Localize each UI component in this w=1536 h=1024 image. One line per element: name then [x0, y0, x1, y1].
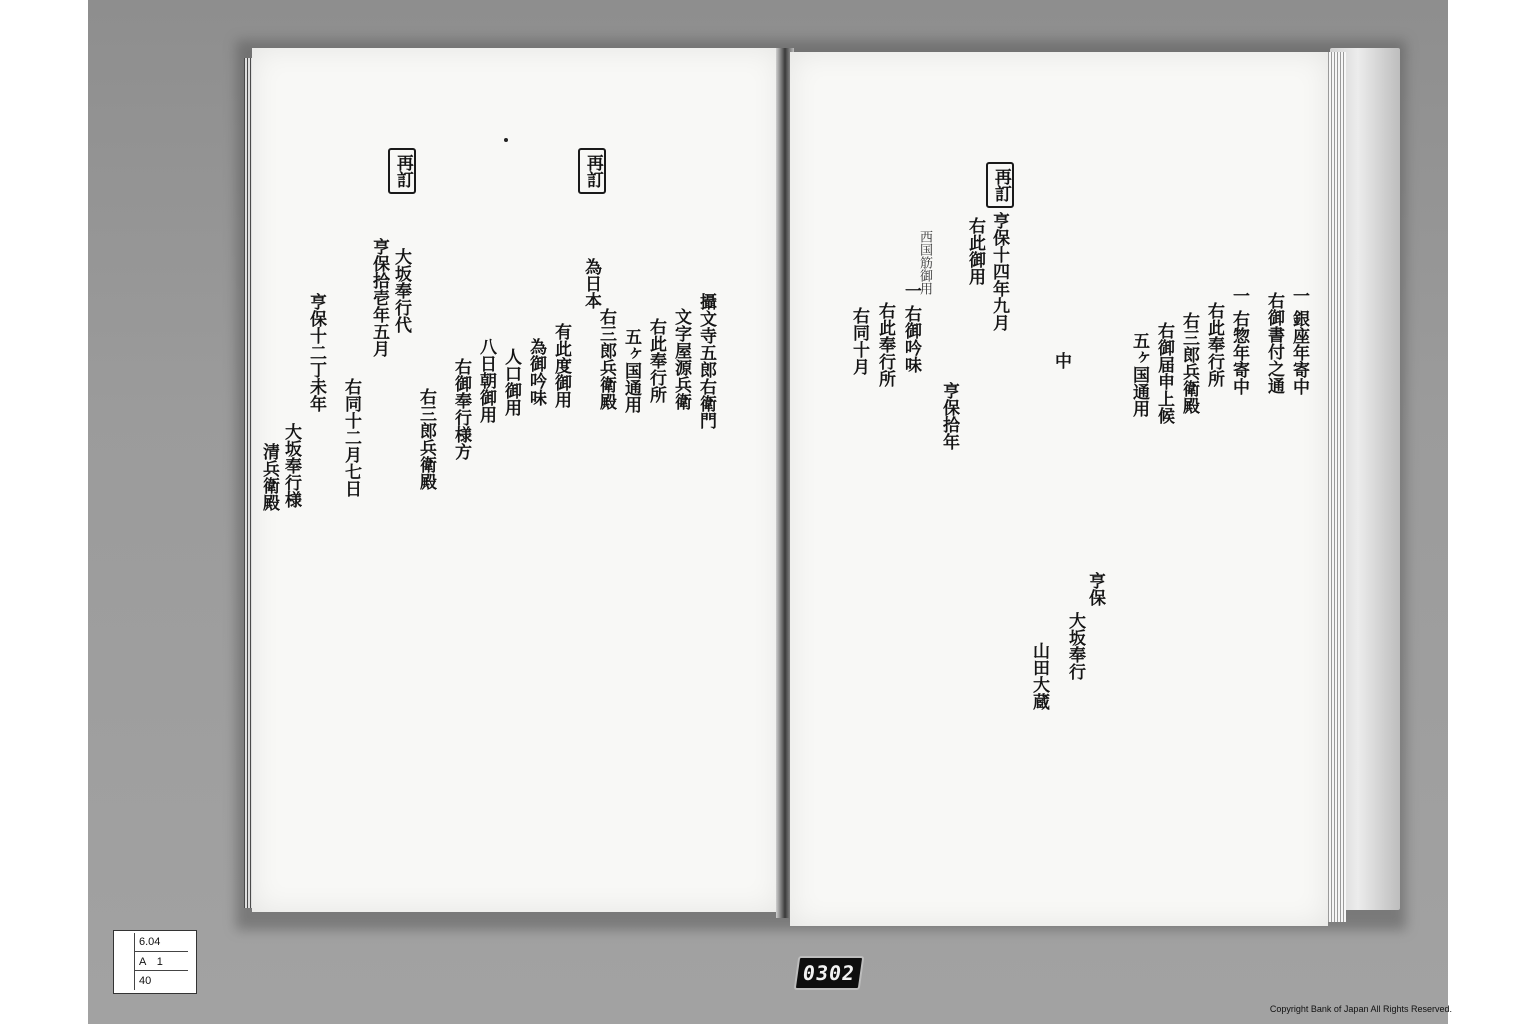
handwritten-column: 文字屋源兵衛: [671, 308, 691, 410]
archive-label-row: 6.04: [134, 933, 188, 952]
handwritten-column: 亨保拾年: [939, 382, 959, 450]
revision-stamp: 再訂: [986, 162, 1014, 208]
handwritten-column: 右御届申上候: [1154, 322, 1174, 424]
handwritten-column: 一 右御吟味: [901, 282, 921, 373]
handwritten-column: 人口御用: [501, 348, 521, 416]
handwritten-column: 右此奉行所: [646, 318, 666, 403]
handwritten-column: 大坂奉行: [1065, 612, 1085, 680]
handwritten-column: 五ヶ国通用: [621, 328, 641, 413]
revision-stamp: 再訂: [578, 148, 606, 194]
handwritten-column: 清兵衛殿: [259, 443, 279, 511]
right-page: [790, 52, 1328, 926]
handwritten-column: 大坂奉行様: [281, 423, 301, 508]
handwritten-column: 一 銀座年寄中: [1289, 287, 1309, 395]
handwritten-column: 為御吟味: [526, 338, 546, 406]
handwritten-column: 右同十二月七日: [341, 378, 361, 497]
handwritten-column: 右此御用: [965, 217, 985, 285]
archive-label-row: A 1: [134, 952, 188, 971]
handwritten-column: 山田大蔵: [1029, 642, 1049, 710]
handwritten-column: 右三郎兵衛殿: [596, 308, 616, 410]
handwritten-column: 右三郎兵衛殿: [1179, 312, 1199, 414]
handwritten-column: 大坂奉行代: [391, 248, 411, 333]
annotation-note: 西国筋御用: [917, 230, 932, 295]
handwritten-column: 攝文寺五郎右衛門: [696, 293, 716, 429]
handwritten-column: 右三郎兵衛殿: [416, 388, 436, 490]
handwritten-column: 為日本: [581, 258, 601, 309]
archive-label-card: [113, 930, 197, 994]
handwritten-column: 右御書付之通: [1264, 292, 1284, 394]
handwritten-column: 右此奉行所: [875, 302, 895, 387]
handwritten-column: 亨保十二丁未年: [306, 293, 326, 412]
handwritten-column: 中: [1051, 352, 1071, 369]
archive-label-row: 40: [134, 971, 188, 990]
handwritten-column: 一 右惣年寄中: [1229, 287, 1249, 395]
left-page: [252, 48, 780, 912]
handwritten-column: 亨保: [1085, 572, 1105, 606]
ink-dot: [504, 138, 508, 142]
frame-counter: 0302: [794, 956, 865, 990]
handwritten-column: 右御奉行様方: [451, 358, 471, 460]
revision-stamp: 再訂: [388, 148, 416, 194]
handwritten-column: 右同十月: [849, 307, 869, 375]
handwritten-column: 亨保拾壱年五月: [369, 238, 389, 357]
handwritten-column: 有此度御用: [551, 323, 571, 408]
handwritten-column: 八日朝御用: [476, 338, 496, 423]
copyright-notice: Copyright Bank of Japan All Rights Reserved.: [1269, 1004, 1452, 1014]
handwritten-column: 右此奉行所: [1204, 302, 1224, 387]
handwritten-column: 亨保十四年九月: [989, 212, 1009, 331]
handwritten-column: 五ヶ国通用: [1129, 332, 1149, 417]
